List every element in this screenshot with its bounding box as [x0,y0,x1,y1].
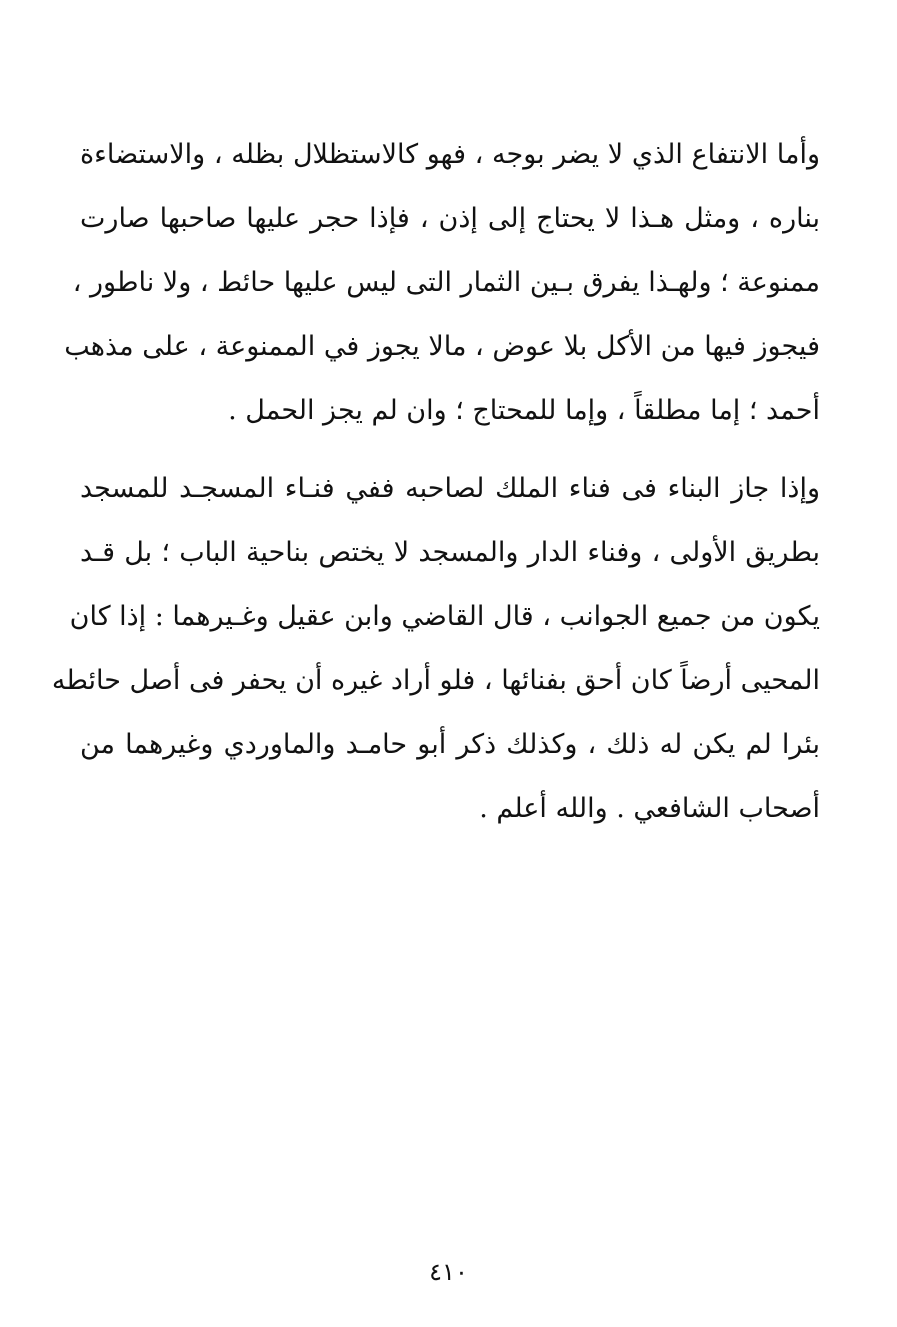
paragraph-line: بناره ، ومثل هـذا لا يحتاج إلى إذن ، فإذا حجر عليها صاحبها صارت [80,203,820,234]
paragraph-line: يكون من جميع الجوانب ، قال القاضي وابن عقيل وغـيرهما : إذا كان [69,601,820,632]
paragraph-line: أحمد ؛ إما مطلقاً ، وإما للمحتاج ؛ وان لم يجز الحمل . [228,395,820,426]
paragraph-line: بطريق الأولى ، وفناء الدار والمسجد لا يختص بناحية الباب ؛ بل قـد [80,537,820,568]
paragraph-1 [64,123,820,443]
paragraph-line: بئرا لم يكن له ذلك ، وكذلك ذكر أبو حامـد والماوردي وغيرهما من [80,729,820,760]
paragraph-2 [51,457,820,841]
paragraph-line: المحيى أرضاً كان أحق بفنائها ، فلو أراد غيره أن يحفر فى أصل حائطه [51,665,820,696]
paragraph-line: وإذا جاز البناء فى فناء الملك لصاحبه ففي فنـاء المسجـد للمسجد [80,473,820,504]
paragraph-line: ممنوعة ؛ ولهـذا يفرق بـين الثمار التى ليس عليها حائط ، ولا ناطور ، [72,267,820,298]
paragraph-line: فيجوز فيها من الأكل بلا عوض ، مالا يجوز في الممنوعة ، على مذهب [64,331,820,362]
page-number: ٤١٠ [429,1258,468,1286]
paragraph-line: وأما الانتفاع الذي لا يضر بوجه ، فهو كالاستظلال بظله ، والاستضاءة [80,139,820,170]
paragraph-line: أصحاب الشافعي . والله أعلم . [479,793,820,824]
